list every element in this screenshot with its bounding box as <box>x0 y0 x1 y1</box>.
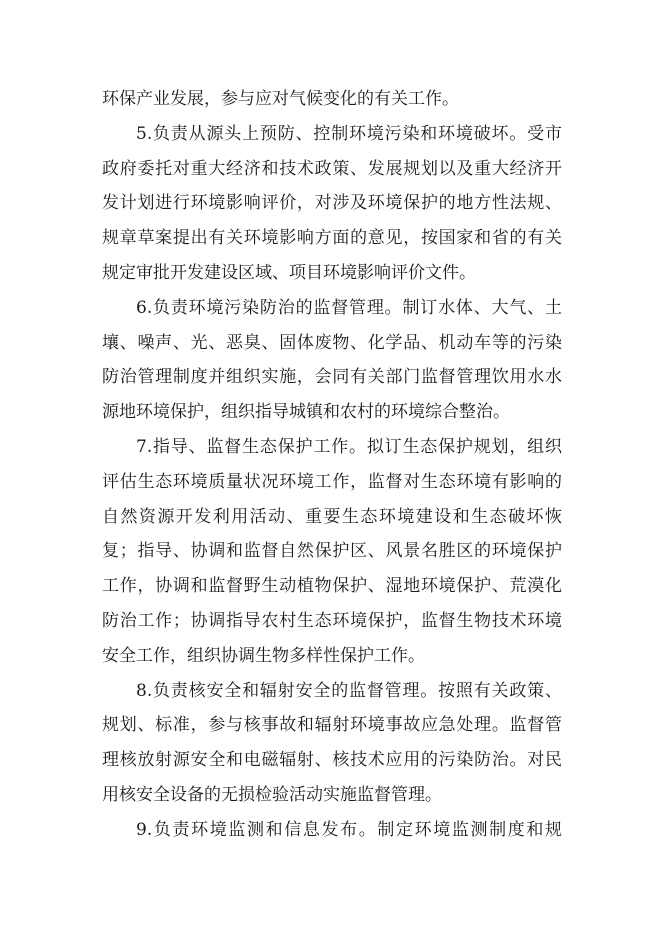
paragraph-item-6 <box>102 291 562 430</box>
text-line: 9.负责环境监测和信息发布。制定环境监测制度和规 <box>136 819 562 840</box>
text-line: 环保产业发展，参与应对气候变化的有关工作。 <box>102 89 459 109</box>
text-line: 5.负责从源头上预防、控制环境污染和环境破坏。受市 <box>136 123 562 144</box>
text-line: 政府委托对重大经济和技术政策、发展规划以及重大经济开 <box>102 158 562 179</box>
text-line: 自然资源开发利用活动、重要生态环境建设和生态破坏恢 <box>102 506 562 527</box>
text-line: 发计划进行环境影响评价，对涉及环境保护的地方性法规、 <box>102 193 562 214</box>
paragraph-item-9 <box>102 813 562 848</box>
paragraph-item-5 <box>102 117 562 291</box>
text-line: 6.负责环境污染防治的监督管理。制订水体、大气、土 <box>136 297 562 318</box>
text-line: 规划、标准，参与核事故和辐射环境事故应急处理。监督管 <box>102 715 562 736</box>
text-line: 规定审批开发建设区域、项目环境影响评价文件。 <box>102 262 476 283</box>
text-line: 用核安全设备的无损检验活动实施监督管理。 <box>102 784 442 805</box>
text-line: 理核放射源安全和电磁辐射、核技术应用的污染防治。对民 <box>102 750 562 771</box>
text-line: 7.指导、监督生态保护工作。拟订生态保护规划，组织 <box>136 436 562 457</box>
text-line: 壤、噪声、光、恶臭、固体废物、化学品、机动车等的污染 <box>102 332 562 353</box>
document-page <box>102 82 562 848</box>
text-line: 评估生态环境质量状况环境工作，监督对生态环境有影响的 <box>102 471 562 492</box>
text-line: 复；指导、协调和监督自然保护区、风景名胜区的环境保护 <box>102 541 562 562</box>
text-line: 规章草案提出有关环境影响方面的意见，按国家和省的有关 <box>102 228 562 249</box>
text-line: 源地环境保护，组织指导城镇和农村的环境综合整治。 <box>102 402 510 423</box>
paragraph-item-8 <box>102 674 562 813</box>
paragraph-item-7 <box>102 430 562 674</box>
paragraph-continuation <box>102 82 562 117</box>
text-line: 8.负责核安全和辐射安全的监督管理。按照有关政策、 <box>136 680 562 701</box>
text-line: 防治管理制度并组织实施，会同有关部门监督管理饮用水水 <box>102 367 562 388</box>
text-line: 工作，协调和监督野生动植物保护、湿地环境保护、荒漠化 <box>102 576 562 597</box>
text-line: 防治工作；协调指导农村生态环境保护，监督生物技术环境 <box>102 610 562 631</box>
text-line: 安全工作，组织协调生物多样性保护工作。 <box>102 645 425 666</box>
